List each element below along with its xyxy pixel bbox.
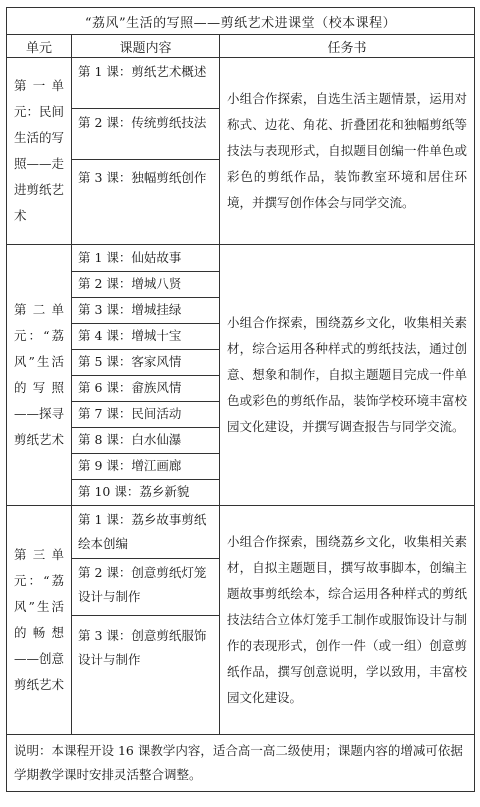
- lesson-item: 第 3 课：增城挂绿: [72, 298, 219, 324]
- unit-name: 第三单元：“荔风”生活的畅想——创意剪纸艺术: [7, 506, 72, 735]
- task-text: 小组合作探索，围绕荔乡文化，收集相关素材，自拟主题题目，撰写故事脚本，创编主题故事剪纸绘本，综合运用各种样式的剪纸技法结合立体灯笼手工制作或服饰设计与制作的表现形式，创作一件（或一组）创意剪纸作品，撰写创意说明，学以致用，丰富校园文化建设。: [220, 506, 475, 735]
- lesson-item: 第 3 课：创意剪纸服饰设计与制作: [78, 628, 207, 667]
- unit-row-1: [7, 58, 475, 245]
- unit-row-2: [7, 245, 475, 506]
- lesson-list: [72, 245, 220, 506]
- course-note: 说明：本课程开设 16 课教学内容，适合高一高二级使用；课题内容的增减可依据学期教学课时安排灵活整合调整。: [7, 735, 475, 792]
- lesson-item: 第 5 课：客家风情: [72, 350, 219, 376]
- lesson-item: 第 3 课：独幅剪纸创作: [78, 170, 207, 185]
- lesson-list: [72, 58, 220, 245]
- lesson-item: 第 2 课：创意剪纸灯笼设计与制作: [72, 559, 219, 616]
- table-title: “荔风”生活的写照——剪纸艺术进课堂（校本课程）: [7, 8, 475, 35]
- unit-row-3: [7, 506, 475, 735]
- lesson-list: [72, 506, 220, 735]
- task-text: 小组合作探索，自选生活主题情景，运用对称式、边花、角花、折叠团花和独幅剪纸等技法与表现形式，自拟题目创编一件单色或彩色的剪纸作品，装饰教室环境和居住环境，并撰写创作体会与同学交流。: [220, 58, 475, 245]
- course-table-page: [6, 7, 474, 792]
- unit-name: 第一单元：民间生活的写照——走进剪纸艺术: [7, 58, 72, 245]
- header-content: 课题内容: [72, 35, 220, 58]
- lesson-item: 第 4 课：增城十宝: [72, 324, 219, 350]
- unit-name: 第二单元：“荔风”生活的写照——探寻剪纸艺术: [7, 245, 72, 506]
- lesson-item: 第 9 课：增江画廊: [72, 454, 219, 480]
- lesson-item: 第 2 课：传统剪纸技法: [72, 109, 219, 160]
- task-text: 小组合作探索，围绕荔乡文化，收集相关素材，综合运用各种样式的剪纸技法，通过创意、想象和制作，自拟主题题目完成一件单色或彩色的剪纸作品，装饰学校环境丰富校园文化建设，并撰写调查报告与同学交流。: [220, 245, 475, 506]
- lesson-item: 第 1 课：剪纸艺术概述: [72, 58, 219, 109]
- header-task: 任务书: [220, 35, 475, 58]
- lesson-item: 第 6 课：畲族风情: [72, 376, 219, 402]
- header-unit: 单元: [7, 35, 72, 58]
- lesson-item: 第 1 课：仙姑故事: [72, 246, 219, 272]
- lesson-item: 第 8 课：白水仙瀑: [72, 428, 219, 454]
- course-table: [6, 7, 475, 792]
- lesson-item: 第 7 课：民间活动: [72, 402, 219, 428]
- lesson-item: 第 1 课：荔乡故事剪纸绘本创编: [72, 506, 219, 559]
- lesson-item: 第 2 课：增城八贤: [72, 272, 219, 298]
- lesson-item: 第 10 课：荔乡新貌: [78, 483, 190, 499]
